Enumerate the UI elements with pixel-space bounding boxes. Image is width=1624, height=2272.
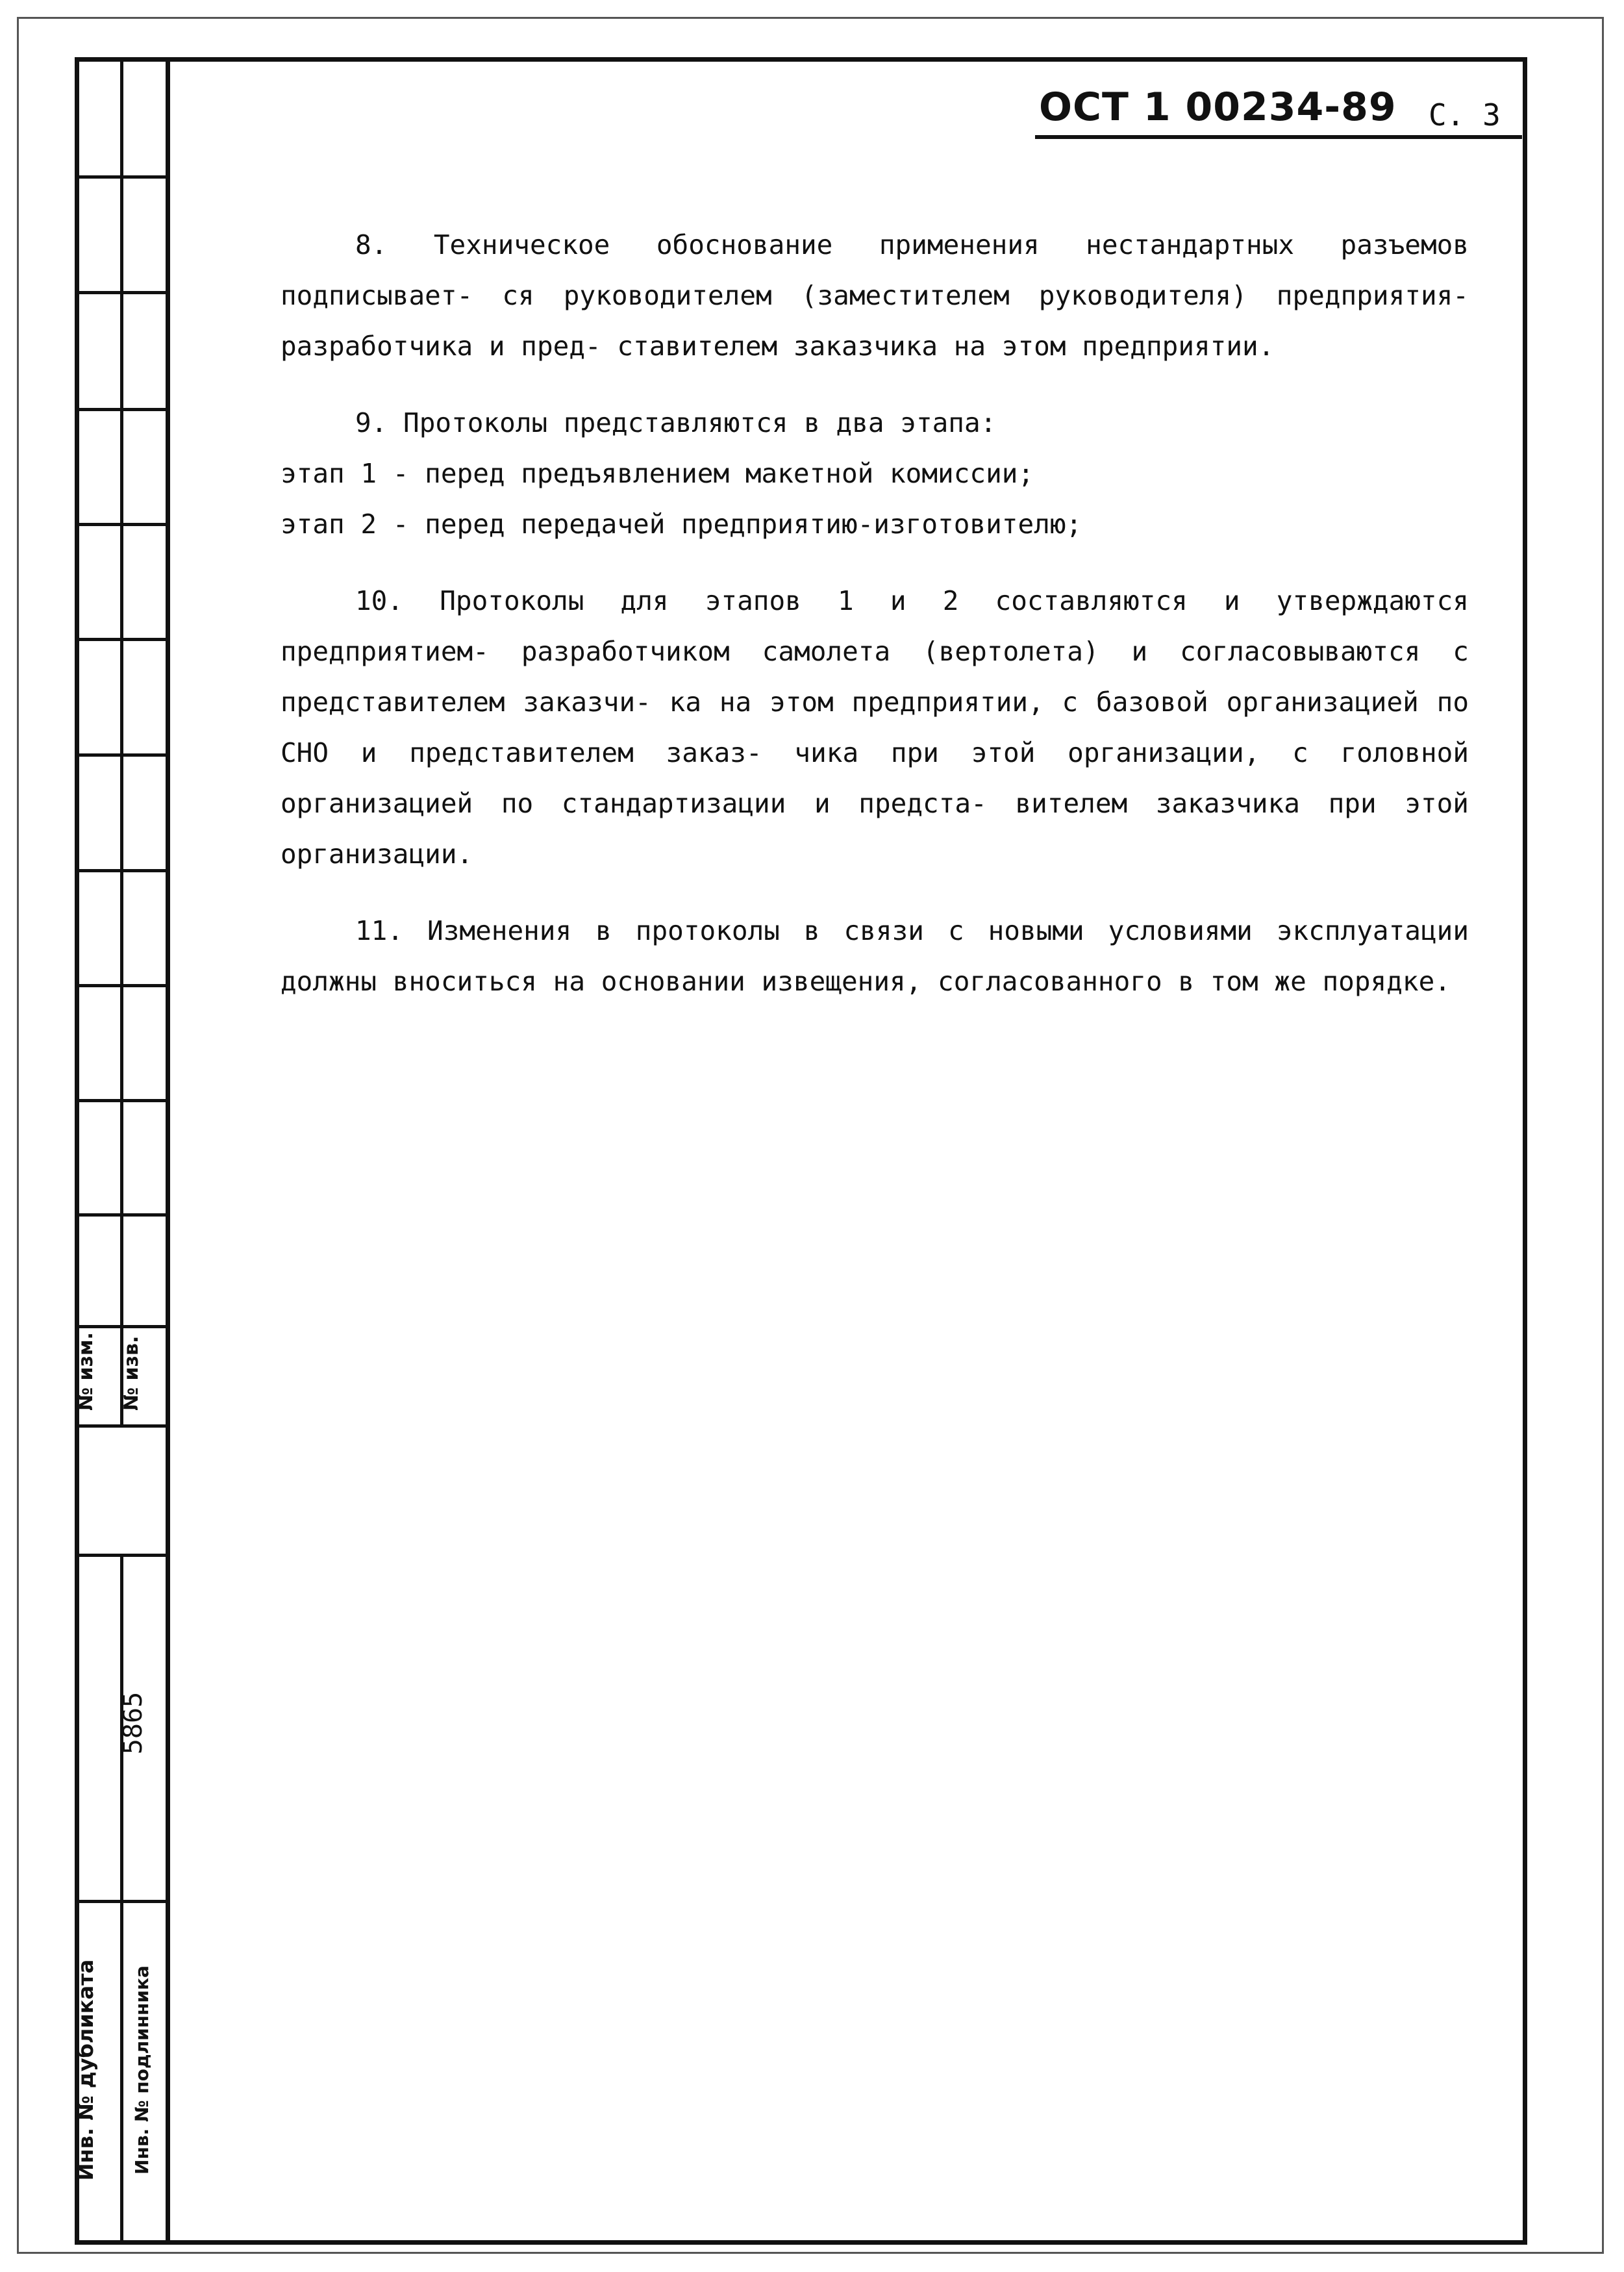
paragraph-8-line-1: 8. Техническое обоснование применения нестандартных разъемов подписывает- bbox=[281, 229, 1469, 311]
paragraph-11 bbox=[281, 905, 1469, 1007]
page-number: С. 3 bbox=[1429, 97, 1501, 133]
header-rule bbox=[1035, 135, 1522, 139]
paragraph-8-line-2: ся руководителем (заместителем руководителя) предприятия-разработчика и пред- bbox=[281, 280, 1469, 362]
paragraph-10 bbox=[281, 575, 1469, 879]
paragraph-10-line-4: чика при этой организации, с головной организацией по стандартизации и предста- bbox=[281, 737, 1469, 819]
paragraph-10-line-5: вителем заказчика при этой организации. bbox=[281, 788, 1469, 870]
paragraph-10-line-1: 10. Протоколы для этапов 1 и 2 составляются и утверждаются предприятием- bbox=[281, 585, 1469, 667]
paragraph-10-line-2: разработчиком самолета (вертолета) и согласовываются с представителем заказчи- bbox=[281, 636, 1469, 718]
paragraph-10-line-3: ка на этом предприятии, с базовой организацией по СНО и представителем заказ- bbox=[281, 687, 1469, 768]
paragraph-8 bbox=[281, 220, 1469, 372]
document-code: ОСТ 1 00234-89 bbox=[1039, 84, 1397, 130]
podlinnik-label: Инв. № подлинника bbox=[131, 1965, 153, 2175]
izm-label: № изм. bbox=[75, 1332, 97, 1411]
frame-inner-left-line bbox=[166, 57, 170, 2245]
podlinnik-value: 5865 bbox=[118, 1691, 148, 1755]
dublikat-label: Инв. № дубликата bbox=[73, 1959, 98, 2181]
document-body bbox=[281, 220, 1469, 1007]
stage-1-line: этап 1 - перед предъявлением макетной комиссии; bbox=[281, 458, 1034, 489]
paragraph-11-line-2: вноситься на основании извещения, согласованного в том же порядке. bbox=[392, 966, 1451, 997]
paragraph-9: 9. Протоколы представляются в два этапа: bbox=[355, 407, 997, 438]
izv-label: № изв. bbox=[120, 1335, 143, 1411]
paragraph-11-line-1: 11. Изменения в протоколы в связи с новыми условиями эксплуатации должны bbox=[281, 915, 1469, 997]
paragraph-8-line-3: ставителем заказчика на этом предприятии. bbox=[617, 331, 1275, 362]
stage-2-line: этап 2 - перед передачей предприятию-изготовителю; bbox=[281, 509, 1082, 540]
